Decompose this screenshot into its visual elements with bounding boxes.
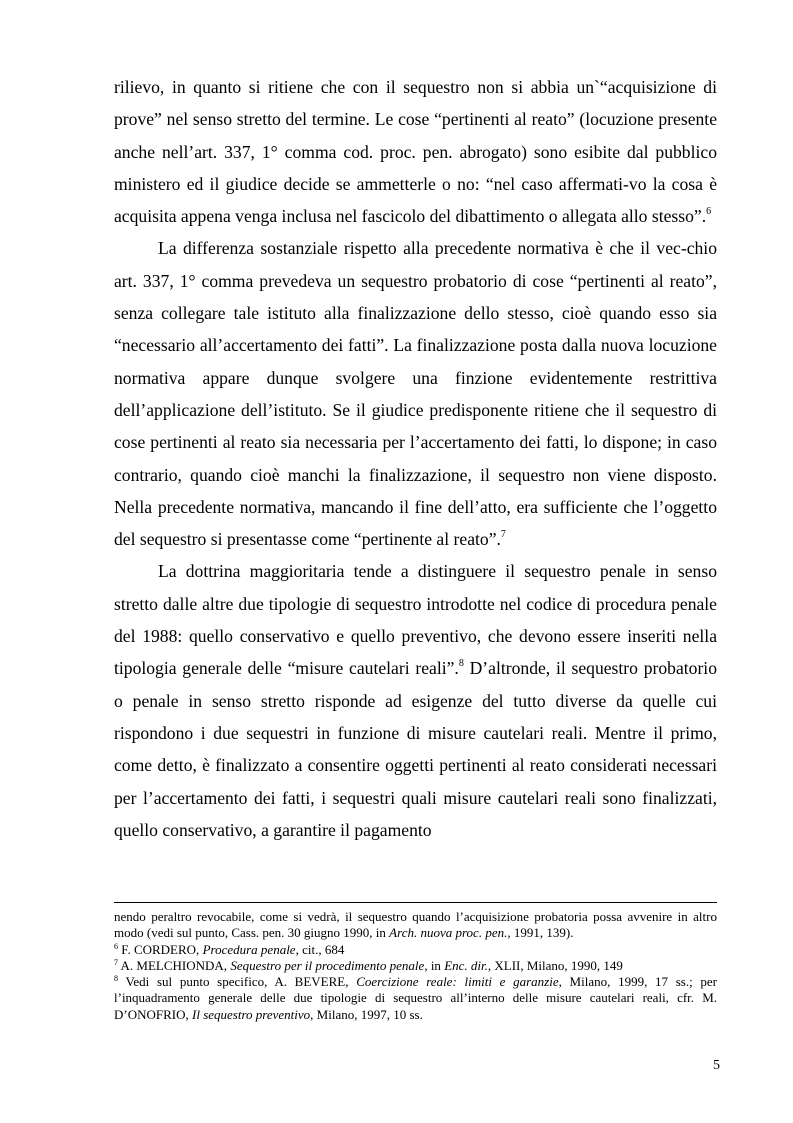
footnote-ref-6: 6: [706, 206, 712, 218]
footnote-separator: [114, 902, 717, 903]
footnote-8: $^8$ Vedi sul punto specifico, A. BEVERE, Coercizione reale: limiti e garanzie, Milano, 1999, 17 ss.; per l’inquadramento generale delle due tipologie di sequestro all’interno delle misure cautelari reali, cfr. M. D’ONOFRIO, Il sequestro preventivo, Milano, 1997, 10 ss.: [114, 974, 717, 1022]
paragraph-1-text: rilievo, in quanto si ritiene che con il sequestro non si abbia un`“acquisizione di prove” nel senso stretto del termine. Le cose “pertinenti al reato” (locuzione presente anche nell’art. 337, 1° comma cod. proc. pen. abrogato) sono esibite dal pubblico ministero ed il giudice decide se ammetterle o no: “nel caso affermati-vo la cosa è acquisita appena venga inclusa nel fascicolo del dibattimento o allegata allo stesso”.: [114, 77, 717, 227]
footnote-continuation: nendo peraltro revocabile, come si vedrà, il sequestro quando l’acquisizione probatoria possa avvenire in altro modo (vedi sul punto, Cass. pen. 30 giugno 1990, in Arch. nuova proc. pen., 1991, 139).: [114, 909, 717, 941]
footnote-ref-8: 8: [458, 658, 464, 670]
paragraph-3-text-b: D’altronde, il sequestro probatorio o penale in senso stretto risponde ad esigenze del tutto diverse da quelle cui rispondono i due sequestri in funzione di misure cautelari reali. Mentre il primo, come detto, è finalizzato a consentire oggetti pertinenti al reato considerati necessari per l’accertamento dei fatti, i sequestri quali misure cautelari reali sono finalizzati, quello conservativo, a garantire il pagamento: [114, 658, 717, 840]
main-text: [114, 71, 717, 846]
paragraph-3: [114, 555, 717, 846]
footnote-7: $^7$ A. MELCHIONDA, Sequestro per il procedimento penale, in Enc. dir., XLII, Milano, 1990, 149: [114, 957, 623, 973]
footnotes: [114, 909, 717, 1023]
page-number: 5: [713, 1058, 720, 1073]
footnote-ref-7: 7: [500, 529, 506, 541]
paragraph-2-text: La differenza sostanziale rispetto alla precedente normativa è che il vec-chio art. 337, 1° comma prevedeva un sequestro probatorio di cose “pertinenti al reato”, senza collegare tale istituto alla finalizzazione dello stesso, cioè quando esso sia “necessario all’accertamento dei fatti”. La finalizzazione posta dalla nuova locuzione normativa appare dunque svolgere una finzione evidentemente restrittiva dell’applicazione dell’istituto. Se il giudice predisponente ritiene che il sequestro di cose pertinenti al reato sia necessaria per l’accertamento dei fatti, lo dispone; in caso contrario, quando cioè manchi la finalizzazione, il sequestro non viene disposto. Nella precedente normativa, mancando il fine dell’atto, era sufficiente che l’oggetto del sequestro si presentasse come “pertinente al reato”.: [114, 238, 717, 550]
paragraph-1: [114, 71, 717, 232]
footnote-6: $^6$ F. CORDERO, Procedura penale, cit., 684: [114, 941, 345, 957]
paragraph-3-text-a: La dottrina maggioritaria tende a distinguere il sequestro penale in senso stretto dalle altre due tipologie di sequestro introdotte nel codice di procedura penale del 1988: quello conservativo e quello preventivo, che devono essere inseriti nella tipologia generale delle “misure cautelari reali”.: [114, 561, 717, 679]
paragraph-2: [114, 232, 717, 555]
